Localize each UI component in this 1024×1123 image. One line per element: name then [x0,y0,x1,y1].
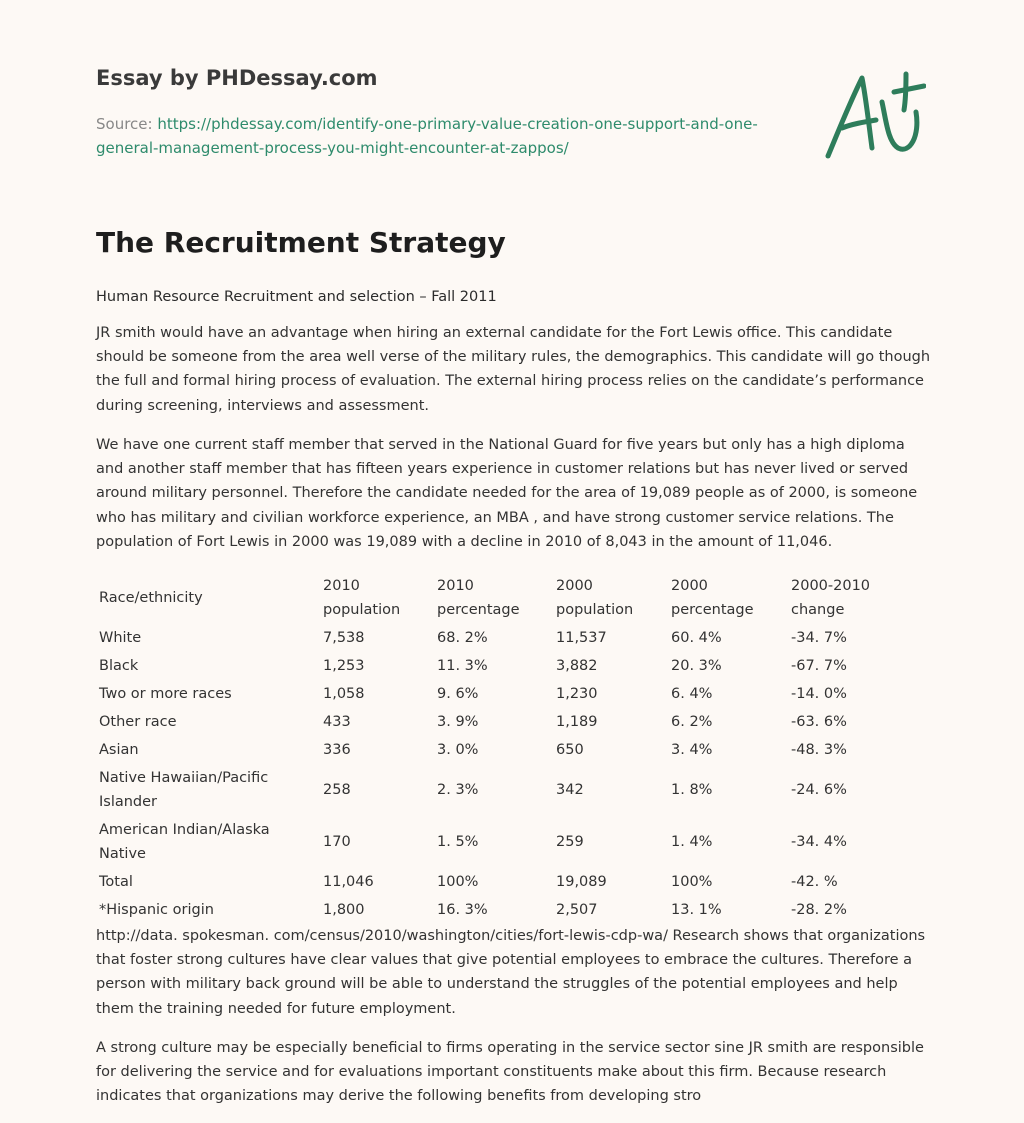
table-cell: 2,507 [556,902,598,918]
table-cell: Black [99,658,139,674]
table-row [96,764,894,816]
table-cell: 433 [323,714,351,730]
table-cell: Native Hawaiian/Pacific Islander [99,770,269,810]
table-cell: 16. 3% [437,902,488,918]
table-cell: 11,537 [556,630,607,646]
table-cell: 2. 3% [437,782,479,798]
table-cell: -67. 7% [791,658,847,674]
table-row [96,868,894,896]
table-row [96,896,894,924]
table-cell: -14. 0% [791,686,847,702]
table-cell: 3,882 [556,658,598,674]
table-cell: 1. 8% [671,782,713,798]
table-cell: 9. 6% [437,686,479,702]
table-cell: *Hispanic origin [99,902,214,918]
table-cell: 1,058 [323,686,365,702]
table-cell: -48. 3% [791,742,847,758]
table-cell: 1. 4% [671,834,713,850]
table-cell: 258 [323,782,351,798]
table-cell: -34. 7% [791,630,847,646]
table-cell: 7,538 [323,630,365,646]
table-cell: 650 [556,742,584,758]
table-cell: -28. 2% [791,902,847,918]
table-header-cell: Race/ethnicity [99,590,203,606]
table-cell: Total [99,874,133,890]
source-line [96,112,796,160]
table-header-cell: 2000 percentage [671,578,754,618]
table-cell: 1,189 [556,714,598,730]
site-brand: Essay by PHDessay.com [96,66,378,90]
table-cell: 1,253 [323,658,365,674]
table-cell: 68. 2% [437,630,488,646]
table-cell: American Indian/Alaska Native [99,822,270,862]
table-cell: 11. 3% [437,658,488,674]
table-cell: 259 [556,834,584,850]
table-header-cell: 2010 population [323,578,401,618]
table-row [96,708,894,736]
table-cell: -63. 6% [791,714,847,730]
paragraph: JR smith would have an advantage when hiring an external candidate for the Fort Lewis office. This candidate should be someone from the area well verse of the military rules, the demographics. This candidate will go though the full and formal hiring process of evaluation. The external hiring process relies on the candidate’s performance during screening, interviews and assessment. [96,325,931,414]
table-cell: 100% [671,874,713,890]
table-cell: 100% [437,874,479,890]
table-row [96,816,894,868]
table-cell: 60. 4% [671,630,722,646]
table-cell: 3. 9% [437,714,479,730]
table-row [96,624,894,652]
table-cell: 6. 4% [671,686,713,702]
source-link-line1: https://phdessay.com/identify-one-primary-value-creation-one-support-and-one- [157,115,758,133]
table-cell: -34. 4% [791,834,847,850]
table-cell: 3. 4% [671,742,713,758]
table-header-row [96,572,894,624]
source-link-line2: general-management-process-you-might-encounter-at-zappos/ [96,139,569,157]
table-row [96,736,894,764]
table-cell: 6. 2% [671,714,713,730]
source-link[interactable] [96,115,758,157]
table-cell: 336 [323,742,351,758]
table-cell: -42. % [791,874,838,890]
table-cell: Two or more races [99,686,232,702]
table-cell: 342 [556,782,584,798]
table-header-cell: 2010 percentage [437,578,520,618]
table-cell: 19,089 [556,874,607,890]
demographics-table [96,572,894,924]
essay-subtitle: Human Resource Recruitment and selection – Fall 2011 [96,289,497,305]
essay-title: The Recruitment Strategy [96,226,506,259]
table-cell: 11,046 [323,874,374,890]
table-cell: 1,230 [556,686,598,702]
paragraph: http://data. spokesman. com/census/2010/washington/cities/fort-lewis-cdp-wa/ Research shows that organizations that foster strong cultures have clear values that give potential employees to embrace the cultures. Therefore a person with military back ground will be able to understand the struggles of the potential employees and help them the training needed for future employment. [96,928,926,1017]
table-header-cell: 2000-2010 change [791,578,871,618]
paragraph: A strong culture may be especially beneficial to firms operating in the service sector sine JR smith are responsible for delivering the service and for evaluations important constituents make about this firm. Because research indicates that organizations may derive the following benefits from developing stro [96,1040,924,1105]
table-cell: 170 [323,834,351,850]
table-cell: 13. 1% [671,902,722,918]
table-header-cell: 2000 population [556,578,634,618]
table-cell: Asian [99,742,139,758]
table-cell: 1,800 [323,902,365,918]
table-cell: Other race [99,714,177,730]
table-cell: White [99,630,142,646]
source-label: Source: [96,115,158,133]
table-cell: 3. 0% [437,742,479,758]
table-row [96,680,894,708]
table-cell: 1. 5% [437,834,479,850]
paragraph: We have one current staff member that served in the National Guard for five years but only has a high diploma and another staff member that has fifteen years experience in customer relations but has never lived or served around military personnel. Therefore the candidate needed for the area of 19,089 people as of 2000, is someone who has military and civilian workforce experience, an MBA , and have strong customer service relations. The population of Fort Lewis in 2000 was 19,089 with a decline in 2010 of 8,043 in the amount of 11,046. [96,437,918,550]
table-cell: -24. 6% [791,782,847,798]
table-cell: 20. 3% [671,658,722,674]
table-row [96,652,894,680]
a-plus-logo-icon [822,68,926,166]
table-body [96,624,894,924]
